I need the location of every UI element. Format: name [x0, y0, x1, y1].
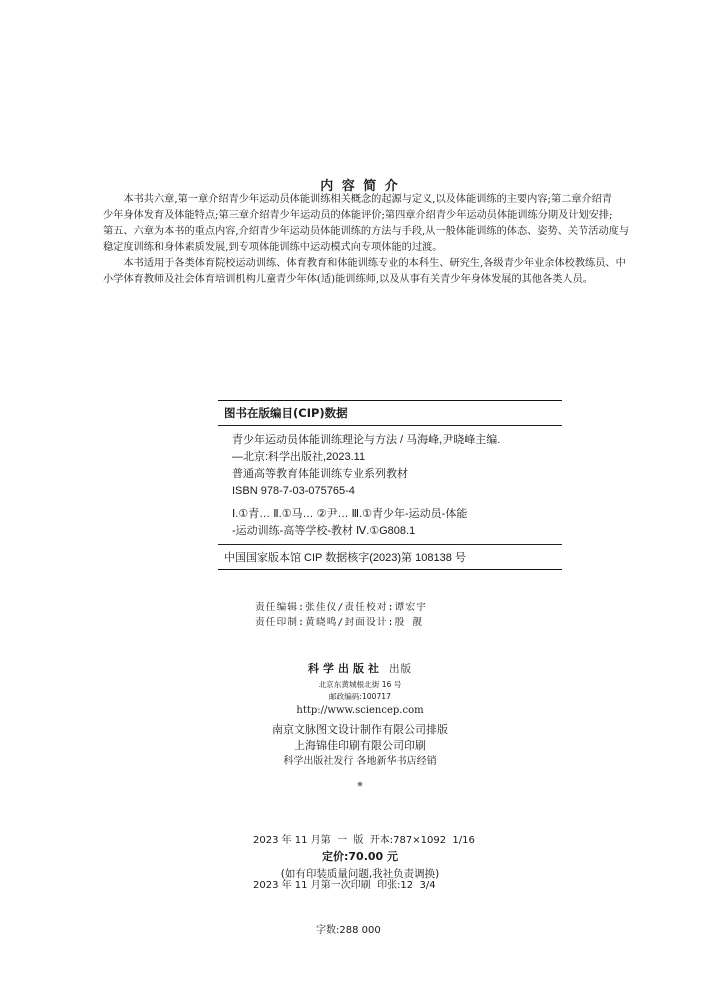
distribution: 科学出版社发行 各地新华书店经销 [283, 756, 437, 767]
quality-notice: (如有印装质量问题,我社负责调换) [280, 868, 440, 880]
separator-star: * [357, 780, 363, 793]
publisher-address: 北京东黄城根北街 16 号 [318, 680, 402, 689]
publisher-suffix: 出版 [389, 663, 412, 675]
word-count: 字数:288 000 [316, 925, 381, 936]
publisher-url: http://www.sciencep.com [296, 705, 424, 716]
intro-line: 本书适用于各类体育院校运动训练、体育教育和体能训练专业的本科生、研究生,各级青少年业余体校教练员、中 [123, 258, 626, 269]
cip-block [218, 400, 562, 570]
cip-publisher-line: —北京:科学出版社,2023.11 [232, 451, 366, 463]
cip-library-number: 中国国家版本馆 CIP 数据核字(2023)第 108138 号 [224, 552, 466, 564]
intro-line: 少年身体发育及体能特点;第三章介绍青少年运动员的体能评价;第四章介绍青少年运动员体能训练分期及计划安排; [103, 210, 613, 221]
cip-series-line: 普通高等教育体能训练专业系列教材 [232, 468, 408, 480]
publisher-name-line [0, 660, 720, 676]
cip-heading: 图书在版编目(CIP)数据 [224, 406, 348, 420]
cip-class-line: -运动训练-高等学校-教材 Ⅳ.①G808.1 [232, 525, 416, 537]
intro-line: 小学体育教师及社会体育培训机构儿童青少年体(适)能训练师,以及从事有关青少年身体发展的其他各类人员。 [103, 274, 593, 285]
typesetter: 南京文脉图文设计制作有限公司排版 [272, 723, 448, 736]
publisher-block [0, 660, 720, 770]
edition-line: 2023 年 11 月第一次印刷 印张:12 3/4 [253, 880, 436, 891]
edition-line: 2023 年 11 月第 一 版 开本:787×1092 1/16 [253, 835, 475, 846]
intro-line: 稳定度训练和身体素质发展,到专项体能训练中运动模式向专项体能的过渡。 [103, 242, 443, 253]
intro-line: 本书共六章,第一章介绍青少年运动员体能训练相关概念的起源与定义,以及体能训练的主要内容;第二章介绍青 [123, 194, 613, 205]
cip-bottom-rule [218, 569, 562, 570]
cip-class-line: Ⅰ.①青… Ⅱ.①马… ②尹… Ⅲ.①青少年-运动员-体能 [232, 508, 468, 520]
editor-line: 责任印制:黄晓鸣/封面设计:殷 靓 [255, 617, 424, 628]
editor-line: 责任编辑:张佳仪/责任校对:谭宏宇 [255, 602, 428, 613]
intro-text [103, 192, 635, 288]
price: 定价:70.00 元 [321, 850, 399, 863]
publisher-postcode: 邮政编码:100717 [329, 692, 391, 701]
printer: 上海锦佳印刷有限公司印刷 [294, 739, 426, 752]
cip-body [218, 426, 562, 544]
editors-block [255, 600, 427, 630]
publisher-name: 科学出版社 [308, 662, 383, 675]
cip-title-line: 青少年运动员体能训练理论与方法 / 马海峰,尹晓峰主编. [232, 434, 501, 446]
intro-line: 第五、六章为本书的重点内容,介绍青少年运动员体能训练的方法与手段,从一般体能训练的体态、姿势、关节活动度与 [103, 226, 630, 237]
cip-isbn-line: ISBN 978-7-03-075765-4 [232, 485, 355, 497]
intro-heading: 内 容 简 介 [320, 179, 400, 194]
